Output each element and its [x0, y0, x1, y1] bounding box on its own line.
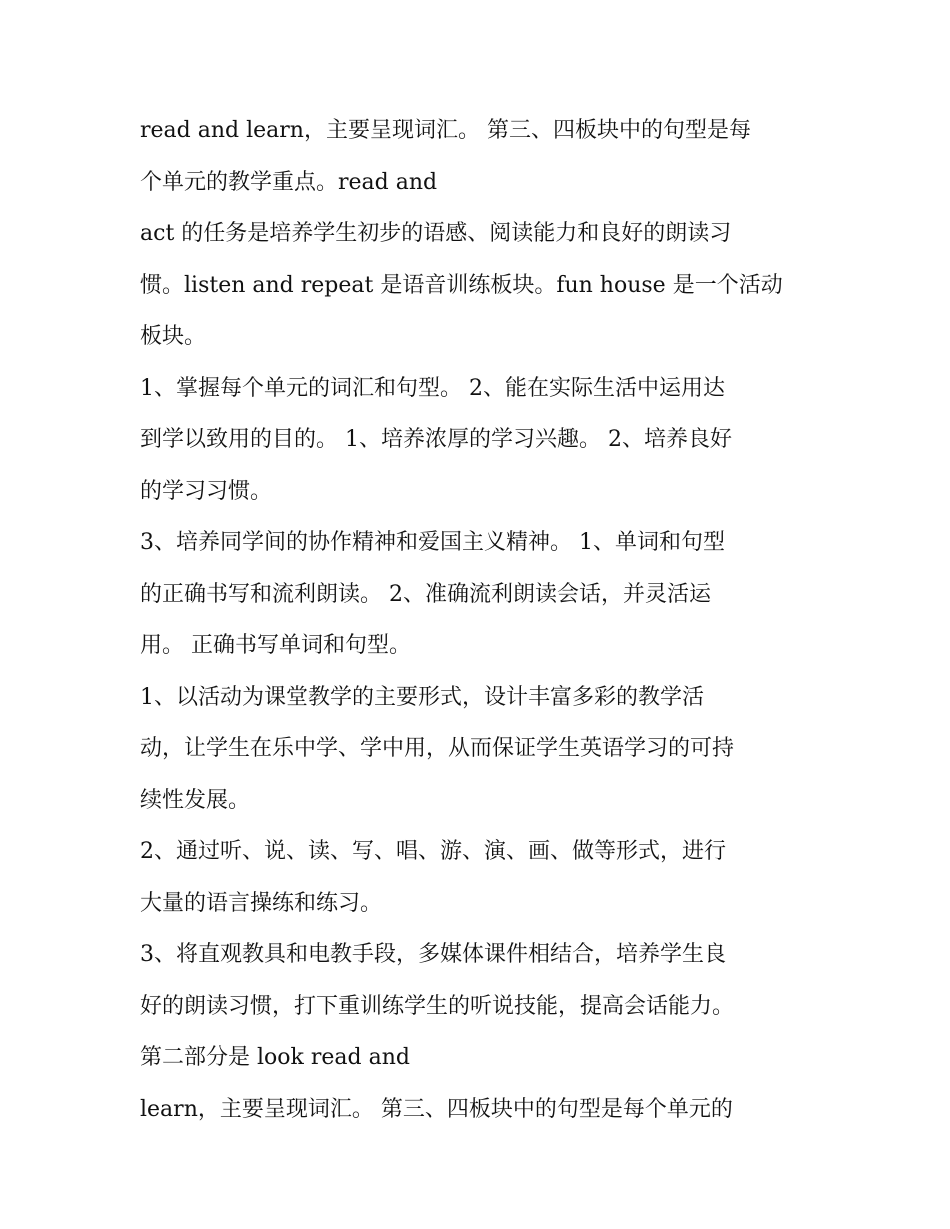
text-line: 个单元的教学重点。read and: [140, 169, 438, 195]
text-line: 到学以致用的目的。 1、培养浓厚的学习兴趣。 2、培养良好: [140, 427, 732, 452]
text-line: act 的任务是培养学生初步的语感、阅读能力和良好的朗读习: [140, 221, 732, 246]
document-body: [140, 105, 830, 1135]
text-line: 2、通过听、说、读、写、唱、游、演、画、做等形式，进行: [140, 839, 726, 864]
text-line: 1、以活动为课堂教学的主要形式，设计丰富多彩的教学活: [140, 684, 704, 710]
text-line: 板块。: [140, 324, 207, 349]
text-line: 第二部分是 look read and: [140, 1045, 410, 1070]
text-line: 好的朗读习惯，打下重训练学生的听说技能，提高会话能力。: [140, 993, 735, 1019]
text-line: 1、掌握每个单元的词汇和句型。 2、能在实际生活中运用达: [140, 375, 725, 401]
text-line: 动，让学生在乐中学、学中用，从而保证学生英语学习的可持: [140, 736, 735, 761]
text-line: 惯。listen and repeat 是语音训练板块。fun house 是一个活动: [140, 272, 783, 298]
text-line: read and learn，主要呈现词汇。 第三、四板块中的句型是每: [140, 118, 751, 143]
text-line: 用。 正确书写单词和句型。: [140, 633, 411, 658]
text-line: 3、培养同学间的协作精神和爱国主义精神。 1、单词和句型: [140, 530, 725, 555]
text-line: learn，主要呈现词汇。 第三、四板块中的句型是每个单元的: [140, 1096, 733, 1122]
text-line: 的正确书写和流利朗读。 2、准确流利朗读会话，并灵活运: [140, 581, 711, 607]
text-line: 的学习习惯。: [140, 478, 273, 504]
text-line: 续性发展。: [140, 787, 251, 813]
text-line: 大量的语言操练和练习。: [140, 890, 383, 916]
text-line: 3、将直观教具和电教手段，多媒体课件相结合，培养学生良: [140, 942, 726, 967]
